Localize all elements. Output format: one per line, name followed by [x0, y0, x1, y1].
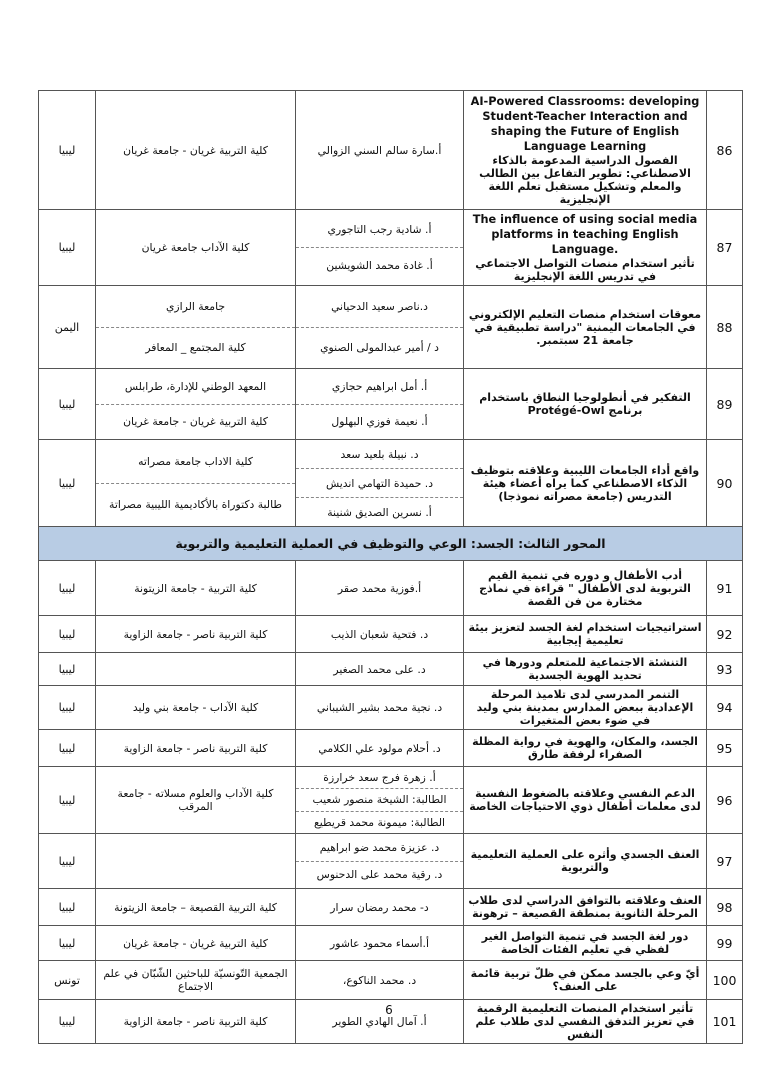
institution-cell — [96, 653, 296, 686]
table-row — [39, 961, 743, 1000]
table-row — [39, 369, 743, 440]
table-row — [39, 440, 743, 527]
author-name: الطالبة: الشيخة منصور شعيب — [296, 788, 463, 810]
country-cell: ليبيا — [39, 653, 96, 686]
institution-text-stack — [96, 690, 295, 726]
author-name-stack — [296, 961, 463, 999]
institution-text: كلية الاداب جامعة مصراته — [138, 454, 253, 468]
author-name: أ.أسماء محمود عاشور — [330, 936, 429, 950]
author-cell — [296, 834, 464, 889]
paper-title-arabic: الفصول الدراسية المدعومة بالذكاء الاصطناعي: تطوير التفاعل بين الطالب والمعلم وتشكيل مستقبل تعلم اللغة الإنجليزية — [479, 154, 691, 206]
page-number: 6 — [385, 1003, 393, 1017]
institution-text: كلية التربية - جامعة الزيتونة — [134, 581, 257, 595]
author-name: أ. شادية رجب التاجوري — [327, 223, 432, 237]
author-name: د. نبيلة بلعيد سعد — [340, 447, 419, 461]
paper-title-cell — [464, 286, 707, 369]
table-row — [39, 286, 743, 369]
row-number-cell: 90 — [707, 440, 743, 527]
country-cell: تونس — [39, 961, 96, 1000]
country-cell: ليبيا — [39, 440, 96, 527]
institution-text: كلية الآداب جامعة غريان — [141, 241, 250, 254]
institution-text: كلية الآداب والعلوم مسلاته - جامعة المرقب — [117, 787, 274, 813]
author-cell — [296, 889, 464, 926]
row-number-cell: 94 — [707, 686, 743, 730]
country-cell: ليبيا — [39, 369, 96, 440]
section-header-row — [39, 527, 743, 561]
institution-text-stack — [96, 926, 295, 960]
country-cell: ليبيا — [39, 210, 96, 286]
institution-cell — [96, 286, 296, 369]
author-name: أ.سارة سالم السني الزوالي — [317, 143, 442, 157]
institution-text-stack — [96, 889, 295, 925]
author-name: د- محمد رمضان سرار — [330, 900, 429, 914]
paper-title-arabic: التنمر المدرسي لدى تلاميذ المرحلة الإعدادية ببعض المدارس بمدينة بني وليد في ضوء بعض المتغيرات — [476, 688, 694, 727]
institution-text: كلية التربية غريان - جامعة غريان — [96, 404, 295, 440]
paper-title-cell — [464, 889, 707, 926]
author-name: د. حميدة التهامي انديش — [296, 468, 463, 497]
table-row — [39, 210, 743, 286]
paper-title-cell — [464, 561, 707, 616]
table-row — [39, 561, 743, 616]
row-number-cell: 92 — [707, 616, 743, 653]
institution-text: كلية التربية القصيعة – جامعة الزيتونة — [114, 900, 277, 914]
table-row — [39, 926, 743, 961]
paper-title-cell — [464, 369, 707, 440]
author-name-stack — [296, 730, 463, 766]
institution-text-stack — [96, 286, 295, 368]
institution-cell — [96, 889, 296, 926]
author-name-stack — [296, 369, 463, 439]
author-name: أ. نسرين الصديق شنينة — [296, 497, 463, 526]
paper-title-cell — [464, 926, 707, 961]
author-name: أ. زهرة فرج سعد خرارزة — [323, 771, 436, 785]
institution-text: المعهد الوطني للإدارة، طرابلس — [124, 379, 267, 393]
institution-text: كلية التربية ناصر - جامعة الزاوية — [123, 1015, 268, 1028]
author-name: الطالبة: ميمونة محمد قريطيع — [296, 811, 463, 833]
institution-text: كلية التربية ناصر - جامعة الزاوية — [123, 627, 268, 641]
institution-text: طالبة دكتوراة بالأكاديمية الليبية مصراتة — [96, 483, 295, 527]
author-name: د.ناصر سعيد الدحياني — [331, 299, 428, 313]
author-name-stack — [296, 926, 463, 960]
institution-text-stack — [96, 767, 295, 833]
author-name-stack — [296, 286, 463, 368]
paper-title-arabic: العنف الجسدي وأثره على العملية التعليمية والتربوية — [470, 848, 700, 874]
institution-text: كلية التربية ناصر - جامعة الزاوية — [123, 741, 268, 755]
institution-text-stack — [96, 653, 295, 685]
paper-title-arabic: التنشئة الاجتماعية للمتعلم ودورها في تحديد الهوية الجسدية — [482, 656, 688, 682]
paper-title-cell — [464, 91, 707, 210]
author-cell — [296, 653, 464, 686]
country-cell: ليبيا — [39, 686, 96, 730]
institution-cell — [96, 767, 296, 834]
author-name: د. على محمد الصغير — [333, 662, 426, 676]
institution-text: كلية الآداب - جامعة بني وليد — [132, 701, 259, 714]
table-row — [39, 686, 743, 730]
paper-title-arabic: واقع أداء الجامعات الليبية وعلاقته بتوظيف الذكاء الاصطناعي كما يراه أعضاء هيئة التدريس (جامعة مصراته نموذجا) — [470, 463, 700, 503]
participants-table — [38, 90, 743, 1044]
row-number-cell: 97 — [707, 834, 743, 889]
country-cell: ليبيا — [39, 616, 96, 653]
row-number-cell: 99 — [707, 926, 743, 961]
author-name-stack — [296, 889, 463, 925]
author-name-stack — [296, 690, 463, 726]
institution-text: جامعة الرازي — [165, 299, 226, 313]
institution-text-stack — [96, 91, 295, 209]
paper-title-cell — [464, 686, 707, 730]
paper-title-arabic: أدب الأطفال و دوره في تنمية القيم التربوية لدى الأطفال " قراءة في نماذج مختارة من فن القصة — [479, 568, 691, 608]
author-name-stack — [296, 834, 463, 888]
institution-text: كلية المجتمع _ المعافر — [96, 327, 295, 369]
author-name: أ.فوزية محمد صقر — [337, 581, 422, 595]
author-cell — [296, 686, 464, 730]
paper-title-arabic: تأثير استخدام منصات التواصل الاجتماعي في تدريس اللغة الإنجليزية — [475, 257, 695, 283]
author-name: أ. آمال الهادي الطوير — [332, 1015, 427, 1028]
author-name: أ. أمل ابراهيم حجازي — [331, 379, 428, 393]
row-number-cell: 100 — [707, 961, 743, 1000]
country-cell: ليبيا — [39, 767, 96, 834]
author-name-stack — [296, 213, 463, 283]
institution-text-stack — [96, 730, 295, 766]
paper-title-arabic: التفكير في أنطولوجيا النطاق باستخدام برنامج Protégé-Owl — [479, 391, 691, 417]
author-name-stack — [296, 440, 463, 526]
author-cell — [296, 767, 464, 834]
author-cell — [296, 91, 464, 210]
author-cell — [296, 286, 464, 369]
author-name: د. رقية محمد على الدحنوس — [296, 861, 463, 889]
author-cell — [296, 616, 464, 653]
institution-cell — [96, 369, 296, 440]
author-cell — [296, 210, 464, 286]
paper-title-cell — [464, 653, 707, 686]
row-number-cell: 89 — [707, 369, 743, 440]
institution-cell — [96, 686, 296, 730]
table-row — [39, 889, 743, 926]
institution-cell — [96, 210, 296, 286]
institution-text-stack — [96, 961, 295, 999]
author-name: أ. غادة محمد الشويشين — [296, 247, 463, 283]
author-cell — [296, 369, 464, 440]
author-cell — [296, 961, 464, 1000]
institution-text-stack — [96, 440, 295, 526]
paper-title-cell — [464, 210, 707, 286]
row-number-cell: 101 — [707, 1000, 743, 1044]
author-name-stack — [296, 616, 463, 652]
paper-title-cell — [464, 616, 707, 653]
author-name-stack — [296, 561, 463, 615]
paper-title-arabic: العنف وعلاقته بالتوافق الدراسي لدى طلاب المرحلة الثانوية بمنطقة القصيعة – ترهونة — [468, 894, 702, 920]
row-number-cell: 91 — [707, 561, 743, 616]
institution-text — [96, 834, 295, 888]
author-name: د. نجية محمد بشير الشيباني — [316, 701, 443, 714]
author-name-stack — [296, 653, 463, 685]
institution-text: الجمعية التّونسيّة للباحثين الشّبّان في علم الاجتماع — [103, 967, 288, 993]
author-name: د. أحلام مولود علي الكلامي — [318, 741, 441, 755]
author-cell — [296, 926, 464, 961]
author-name: د. فتحية شعبان الذيب — [330, 627, 429, 641]
table-row — [39, 834, 743, 889]
row-number-cell: 95 — [707, 730, 743, 767]
institution-text-stack — [96, 213, 295, 283]
paper-title-arabic: معوقات استخدام منصات التعليم الإلكتروني في الجامعات اليمنية "دراسة تطبيقية في جامعة 21 سبتمبر. — [468, 307, 702, 347]
country-cell: ليبيا — [39, 1000, 96, 1044]
institution-cell — [96, 730, 296, 767]
country-cell: ليبيا — [39, 561, 96, 616]
paper-title-english: AI-Powered Classrooms: developing Student-Teacher Interaction and shaping the Future of English Language Learning — [470, 95, 700, 153]
paper-title-cell — [464, 730, 707, 767]
institution-text-stack — [96, 561, 295, 615]
table-row — [39, 730, 743, 767]
paper-title-arabic: أيّ وعي بالجسد ممكن في ظلّ تربية قائمة على العنف؟ — [470, 967, 700, 993]
section-title: المحور الثالث: الجسد: الوعي والتوظيف في العملية التعليمية والتربوية — [39, 527, 743, 561]
institution-text: كلية التربية غريان - جامعة غريان — [123, 143, 268, 157]
table-row — [39, 616, 743, 653]
paper-title-cell — [464, 767, 707, 834]
author-name: د / أمير عبدالمولى الصنوي — [296, 327, 463, 369]
paper-title-arabic: الدعم النفسي وعلاقته بالضغوط النفسية لدى معلمات أطفال ذوي الاحتياجات الخاصة — [469, 787, 701, 813]
author-cell — [296, 561, 464, 616]
author-name: د. عزيزة محمد ضو ابراهيم — [319, 840, 440, 854]
institution-text-stack — [96, 834, 295, 888]
institution-cell — [96, 91, 296, 210]
author-name-stack — [296, 767, 463, 833]
institution-cell — [96, 561, 296, 616]
row-number-cell: 96 — [707, 767, 743, 834]
institution-cell — [96, 926, 296, 961]
author-cell — [296, 730, 464, 767]
institution-cell — [96, 440, 296, 527]
paper-title-arabic: تأثير استخدام المنصات التعليمية الرقمية في تعزيز التدفق النفسي لدى طلاب علم النفس — [475, 1002, 695, 1041]
institution-text-stack — [96, 369, 295, 439]
author-name-stack — [296, 91, 463, 209]
row-number-cell: 87 — [707, 210, 743, 286]
paper-title-arabic: استراتيجيات استخدام لغة الجسد لتعزيز بيئة تعليمية إيجابية — [468, 621, 702, 647]
paper-title-english: The influence of using social media platforms in teaching English Language. — [472, 213, 698, 256]
institution-cell — [96, 834, 296, 889]
institution-cell — [96, 616, 296, 653]
paper-title-cell — [464, 834, 707, 889]
author-name: د. محمد الناكوع، — [342, 973, 417, 987]
row-number-cell: 86 — [707, 91, 743, 210]
table-row — [39, 91, 743, 210]
author-name: أ. نعيمة فوزي البهلول — [296, 404, 463, 440]
institution-text: كلية التربية غريان - جامعة غريان — [123, 936, 268, 950]
paper-title-cell — [464, 440, 707, 527]
country-cell: ليبيا — [39, 91, 96, 210]
institution-cell — [96, 961, 296, 1000]
country-cell: ليبيا — [39, 730, 96, 767]
row-number-cell: 93 — [707, 653, 743, 686]
country-cell: ليبيا — [39, 834, 96, 889]
country-cell: ليبيا — [39, 926, 96, 961]
paper-title-arabic: دور لغة الجسد في تنمية التواصل الغير لفظي في تعليم الفئات الخاصة — [481, 930, 689, 956]
country-cell: اليمن — [39, 286, 96, 369]
row-number-cell: 88 — [707, 286, 743, 369]
paper-title-arabic: الجسد، والمكان، والهوية في رواية المظلة الصفراء لرفقة طارق — [472, 735, 698, 761]
paper-title-cell — [464, 961, 707, 1000]
institution-text — [96, 653, 295, 685]
table-row — [39, 767, 743, 834]
author-cell — [296, 440, 464, 527]
country-cell: ليبيا — [39, 889, 96, 926]
institution-text-stack — [96, 616, 295, 652]
table-row — [39, 653, 743, 686]
row-number-cell: 98 — [707, 889, 743, 926]
